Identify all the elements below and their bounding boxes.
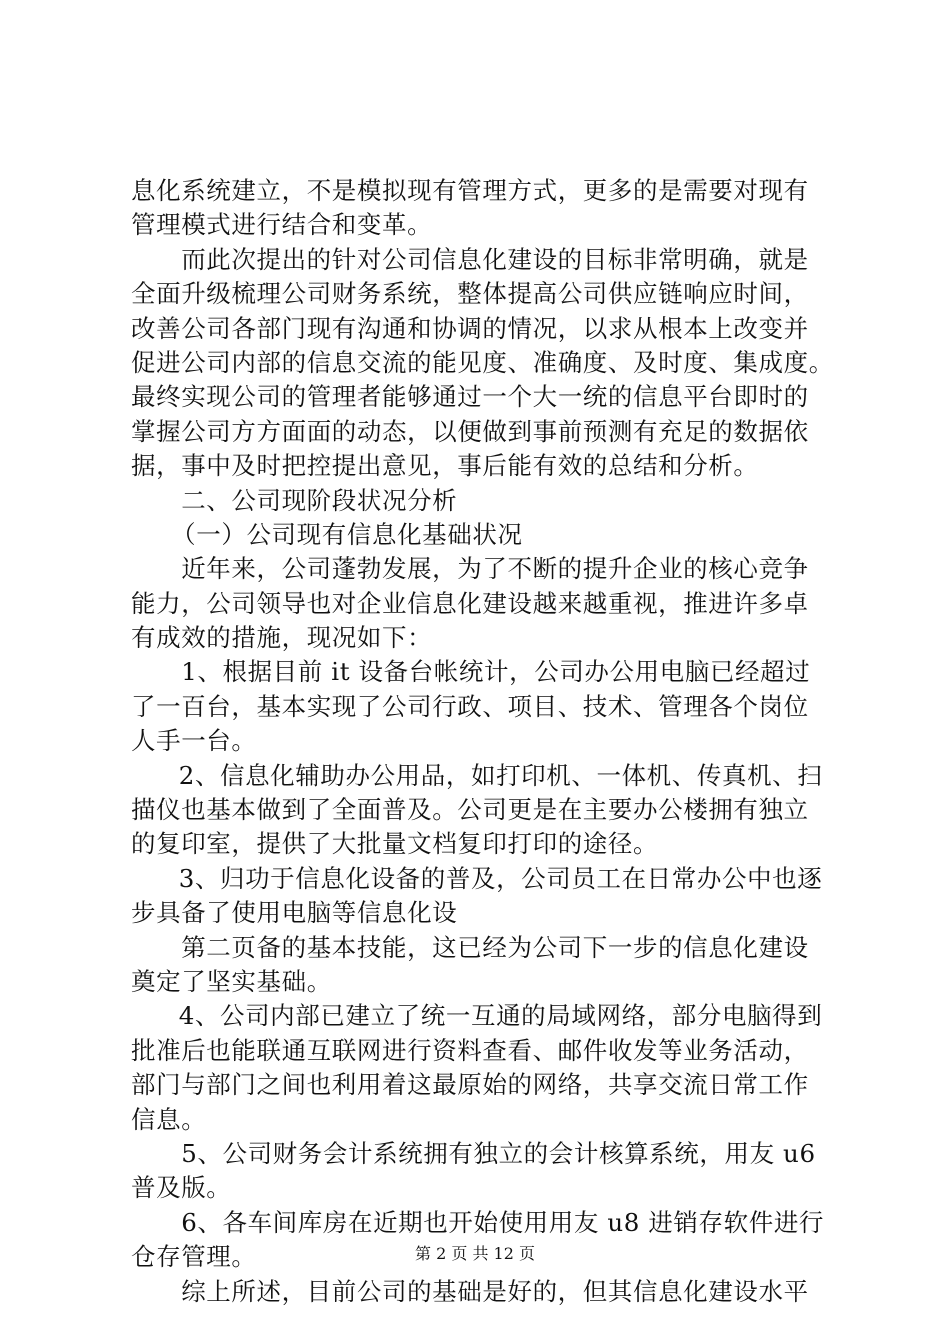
text-line: 1、根据目前 it 设备台帐统计，公司办公用电脑已经超过: [181, 657, 811, 687]
text-line: 掌握公司方方面面的动态，以便做到事前预测有充足的数据依: [131, 416, 809, 446]
text-line: 能力，公司领导也对企业信息化建设越来越重视，推进许多卓: [131, 588, 809, 618]
text-line: 部门与部门之间也利用着这最原始的网络，共享交流日常工作: [131, 1070, 809, 1100]
text-line: （一）公司现有信息化基础状况: [171, 519, 523, 549]
text-line: 了一百台，基本实现了公司行政、项目、技术、管理各个岗位: [131, 691, 809, 721]
text-line: 有成效的措施，现况如下：: [131, 623, 433, 653]
text-line: 息化系统建立，不是模拟现有管理方式，更多的是需要对现有: [131, 176, 809, 205]
text-line: 二、公司现阶段状况分析: [181, 485, 458, 515]
text-line: 据，事中及时把控提出意见，事后能有效的总结和分析。: [131, 451, 759, 481]
text-line: 6、各车间库房在近期也开始使用用友 u8 进销存软件进行: [181, 1207, 825, 1237]
text-line: 综上所述，目前公司的基础是好的，但其信息化建设水平: [181, 1276, 809, 1306]
text-line: 步具备了使用电脑等信息化设: [131, 898, 458, 928]
text-line: 的复印室，提供了大批量文档复印打印的途径。: [131, 829, 659, 859]
text-line: 2、信息化辅助办公用品，如打印机、一体机、传真机、扫: [178, 760, 823, 790]
document-body: [131, 174, 834, 1309]
text-line: 改善公司各部门现有沟通和协调的情况，以求从根本上改变并: [131, 313, 809, 343]
text-line: 信息。: [131, 1104, 207, 1134]
text-line: 3、归功于信息化设备的普及，公司员工在日常办公中也逐: [178, 863, 823, 893]
page-footer: 第 2 页 共 12 页: [415, 1244, 535, 1263]
text-line: 人手一台。: [131, 726, 257, 756]
text-line: 普及版。: [131, 1173, 232, 1203]
text-line: 全面升级梳理公司财务系统，整体提高公司供应链响应时间，: [131, 279, 809, 309]
text-line: 仓存管理。: [131, 1242, 257, 1272]
text-line: 4、公司内部已建立了统一互通的局域网络，部分电脑得到: [178, 1001, 823, 1031]
text-line: 管理模式进行结合和变革。: [131, 210, 433, 240]
text-line: 最终实现公司的管理者能够通过一个大一统的信息平台即时的: [131, 382, 809, 412]
text-line: 促进公司内部的信息交流的能见度、准确度、及时度、集成度。: [131, 347, 834, 377]
text-line: 描仪也基本做到了全面普及。公司更是在主要办公楼拥有独立: [131, 795, 809, 825]
text-line: 奠定了坚实基础。: [131, 966, 332, 996]
text-line: 第二页备的基本技能，这已经为公司下一步的信息化建设: [181, 932, 809, 962]
text-line: 近年来，公司蓬勃发展，为了不断的提升企业的核心竞争: [181, 554, 809, 584]
text-line: 5、公司财务会计系统拥有独立的会计核算系统，用友 u6: [181, 1138, 816, 1168]
text-line: 而此次提出的针对公司信息化建设的目标非常明确，就是: [181, 244, 809, 274]
text-line: 批准后也能联通互联网进行资料查看、邮件收发等业务活动，: [131, 1035, 809, 1065]
